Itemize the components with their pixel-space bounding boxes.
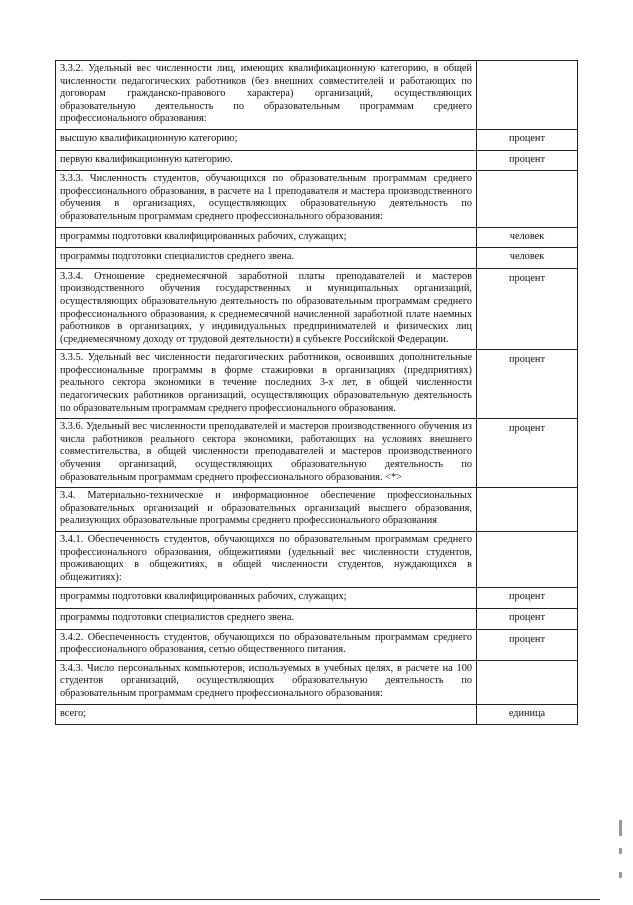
- table-row: [56, 171, 578, 227]
- indicator-description: высшую квалификационную категорию;: [56, 129, 477, 150]
- indicator-description: 3.3.5. Удельный вес численности педагогических работников, освоивших дополнительные профессиональные программы в форме стажировки в организациях (предприятиях) реального сектора экономики в течение последних 3-х лет, в общей численности педагогических работников организаций, осуществляющих образовательную деятельность по образовательным программам среднего профессионального образования.: [56, 350, 477, 419]
- table-row: [56, 629, 578, 660]
- indicator-unit: человек: [477, 227, 578, 248]
- table-row: [56, 129, 578, 150]
- table-row: [56, 488, 578, 532]
- indicator-unit: процент: [477, 350, 578, 419]
- indicator-unit: процент: [477, 588, 578, 609]
- indicator-description: программы подготовки специалистов среднего звена.: [56, 248, 477, 269]
- indicator-unit: процент: [477, 608, 578, 629]
- indicator-unit: процент: [477, 268, 578, 350]
- scan-artifact: [619, 872, 622, 878]
- indicator-description: 3.4. Материально-техническое и информационное обеспечение профессиональных образовательных организаций и образовательных организаций высшего образования, реализующих образовательные программы среднего профессионального образования: [56, 488, 477, 532]
- indicator-unit: единица: [477, 704, 578, 725]
- indicator-description: программы подготовки специалистов среднего звена.: [56, 608, 477, 629]
- indicator-description: 3.4.1. Обеспеченность студентов, обучающихся по образовательным программам среднего профессионального образования, общежитиями (удельный вес численности студентов, проживающих в общежитиях, в общей численности студентов, нуждающихся в общежитиях):: [56, 532, 477, 588]
- indicator-unit: процент: [477, 419, 578, 488]
- indicator-description: всего;: [56, 704, 477, 725]
- scan-artifact: [619, 848, 622, 854]
- indicator-description: программы подготовки квалифицированных рабочих, служащих;: [56, 588, 477, 609]
- indicator-description: программы подготовки квалифицированных рабочих, служащих;: [56, 227, 477, 248]
- indicator-unit: процент: [477, 629, 578, 660]
- indicator-description: 3.3.6. Удельный вес численности преподавателей и мастеров производственного обучения из числа работников реального сектора экономики, работающих на условиях внешнего совместительства, в общей численности преподавателей и мастеров производственного обучения организаций, осуществляющих образовательную деятельность по образовательным программам среднего профессионального образования. <*>: [56, 419, 477, 488]
- table-row: [56, 61, 578, 130]
- table-row: [56, 248, 578, 269]
- indicator-description: первую квалификационную категорию.: [56, 150, 477, 171]
- scan-artifact: [619, 820, 622, 836]
- indicator-unit: человек: [477, 248, 578, 269]
- indicators-table: [55, 60, 578, 725]
- table-row: [56, 350, 578, 419]
- indicator-unit: [477, 488, 578, 532]
- table-row: [56, 660, 578, 704]
- indicator-unit: [477, 61, 578, 130]
- indicator-unit: процент: [477, 129, 578, 150]
- table-row: [56, 608, 578, 629]
- indicator-description: 3.3.2. Удельный вес численности лиц, имеющих квалификационную категорию, в общей численности педагогических работников (без внешних совместителей и работающих по договорам гражданско-правового характера) организаций, осуществляющих образовательную деятельность по образовательным программам среднего профессионального образования:: [56, 61, 477, 130]
- table-row: [56, 704, 578, 725]
- table-row: [56, 419, 578, 488]
- indicator-description: 3.4.2. Обеспеченность студентов, обучающихся по образовательным программам среднего профессионального образования, сетью общественного питания.: [56, 629, 477, 660]
- indicator-unit: [477, 660, 578, 704]
- indicator-description: 3.3.4. Отношение среднемесячной заработной платы преподавателей и мастеров производственного обучения государственных и муниципальных организаций, осуществляющих образовательную деятельность по образовательным программам среднего профессионального образования, к среднемесячной начисленной заработной плате наемных работников в организациях, у индивидуальных предпринимателей и физических лиц (среднемесячному доходу от трудовой деятельности) в субъекте Российской Федерации.: [56, 268, 477, 350]
- indicator-unit: процент: [477, 150, 578, 171]
- indicator-unit: [477, 171, 578, 227]
- indicator-description: 3.3.3. Численность студентов, обучающихся по образовательным программам среднего профессионального образования, в расчете на 1 преподавателя и мастера производственного обучения в организациях, осуществляющих образовательную деятельность по образовательным программам среднего профессионального образования:: [56, 171, 477, 227]
- table-row: [56, 227, 578, 248]
- table-row: [56, 268, 578, 350]
- page-bottom-rule: [40, 899, 600, 900]
- table-row: [56, 532, 578, 588]
- table-row: [56, 150, 578, 171]
- indicator-unit: [477, 532, 578, 588]
- indicator-description: 3.4.3. Число персональных компьютеров, используемых в учебных целях, в расчете на 100 студентов организаций, осуществляющих образовательную деятельность по образовательным программам среднего профессионального образования:: [56, 660, 477, 704]
- table-row: [56, 588, 578, 609]
